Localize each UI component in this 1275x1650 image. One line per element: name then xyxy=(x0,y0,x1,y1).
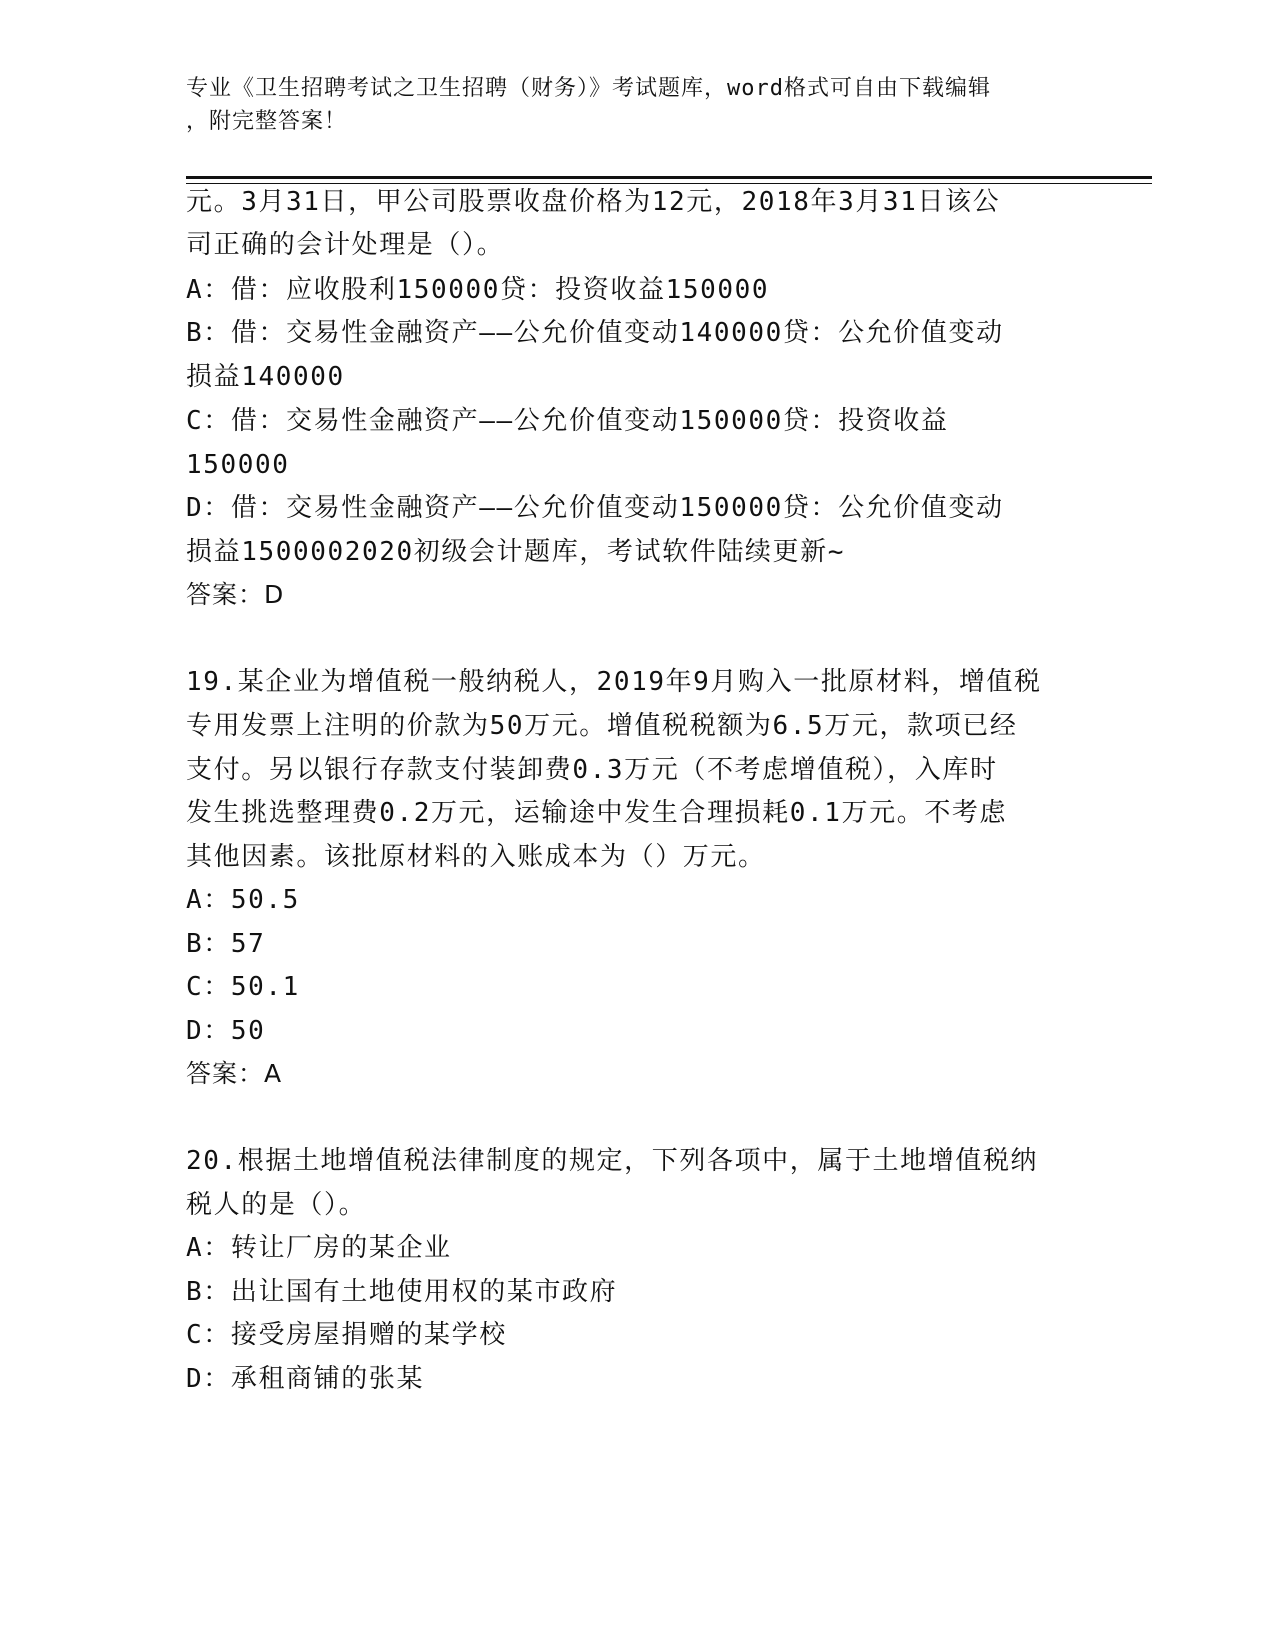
q18-option-d-line2: 损益1500002020初级会计题库，考试软件陆续更新~ xyxy=(186,537,845,567)
q18-option-a: A：借：应收股利150000贷：投资收益150000 xyxy=(186,275,770,305)
q20-option-b: B：出让国有土地使用权的某市政府 xyxy=(186,1277,618,1307)
q19-answer: 答案：A xyxy=(186,1059,283,1088)
q19-option-d: D：50 xyxy=(186,1016,266,1046)
q20-option-a: A：转让厂房的某企业 xyxy=(186,1233,452,1263)
q18-option-c-line1: C：借：交易性金融资产——公允价值变动150000贷：投资收益 xyxy=(186,406,949,436)
q19-stem-line5: 其他因素。该批原材料的入账成本为（）万元。 xyxy=(186,842,766,872)
q19-option-a: A：50.5 xyxy=(186,885,300,915)
q20-stem-line1: 20.根据土地增值税法律制度的规定，下列各项中，属于土地增值税纳 xyxy=(186,1146,1039,1176)
header-divider-thin xyxy=(186,183,1152,184)
header-title-line1: 专业《卫生招聘考试之卫生招聘（财务）》考试题库，word格式可自由下载编辑 xyxy=(186,76,991,101)
q18-option-d-line1: D：借：交易性金融资产——公允价值变动150000贷：公允价值变动 xyxy=(186,493,1004,523)
header-divider-thick xyxy=(186,176,1152,179)
q18-stem-line1: 元。3月31日，甲公司股票收盘价格为12元，2018年3月31日该公 xyxy=(186,187,1001,217)
q18-stem-line2: 司正确的会计处理是（）。 xyxy=(186,230,505,260)
q18-option-b-line1: B：借：交易性金融资产——公允价值变动140000贷：公允价值变动 xyxy=(186,318,1004,348)
q18-option-c-line2: 150000 xyxy=(186,450,290,480)
q19-option-b: B：57 xyxy=(186,929,266,959)
q19-option-c: C：50.1 xyxy=(186,972,300,1002)
q19-stem-line1: 19.某企业为增值税一般纳税人，2019年9月购入一批原材料，增值税 xyxy=(186,667,1042,697)
q19-stem-line4: 发生挑选整理费0.2万元，运输途中发生合理损耗0.1万元。不考虑 xyxy=(186,798,1008,828)
q19-stem-line2: 专用发票上注明的价款为50万元。增值税税额为6.5万元，款项已经 xyxy=(186,711,1018,741)
q19-stem-line3: 支付。另以银行存款支付装卸费0.3万元（不考虑增值税），入库时 xyxy=(186,755,998,785)
header-title-line2: ，附完整答案！ xyxy=(186,109,348,134)
q20-option-d: D：承租商铺的张某 xyxy=(186,1364,425,1394)
document-header xyxy=(186,72,1086,138)
q18-option-b-line2: 损益140000 xyxy=(186,362,345,392)
q20-stem-line2: 税人的是（）。 xyxy=(186,1190,367,1220)
q20-option-c: C：接受房屋捐赠的某学校 xyxy=(186,1320,507,1350)
q18-answer: 答案：D xyxy=(186,580,285,609)
